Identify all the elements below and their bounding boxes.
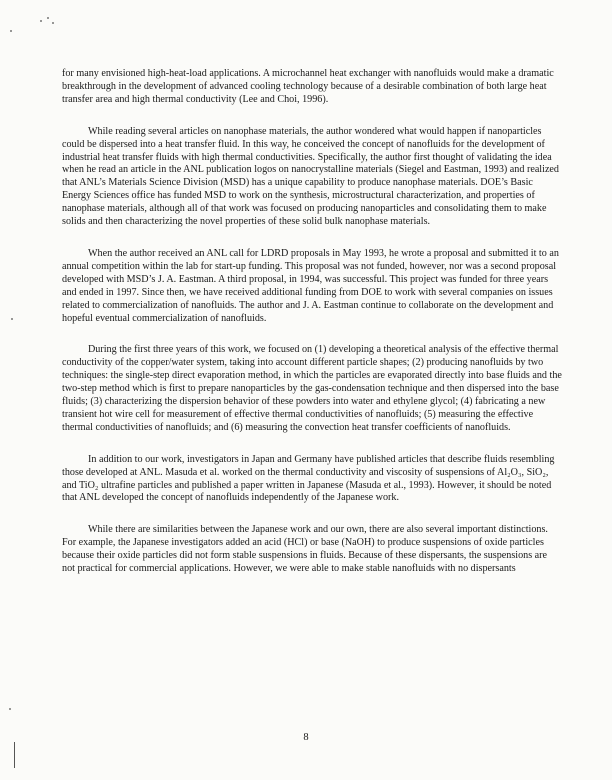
paragraph-3: When the author received an ANL call for LDRD proposals in May 1993, he wrote a proposal and submitted it to an annual competition within the lab for start-up funding. This proposal was not funded, however, nor was a second proposal developed with MSD’s J. A. Eastman. A third proposal, in 1994, was successful. This project was funded for three years and ended in 1997. Since then, we have received additional funding from DOE to work with several companies on issues related to commercialization of nanofluids. The author and J. A. Eastman continue to collaborate on the development and hopeful eventual commercialization of nanofluids. <box>62 247 559 324</box>
scan-speck <box>9 708 11 710</box>
scan-speck <box>11 318 13 320</box>
page-number: 8 <box>303 732 309 743</box>
paragraph-2: While reading several articles on nanophase materials, the author wondered what would happen if nanoparticles could be dispersed into a heat transfer fluid. In this way, he conceived the concept of nanofluids for the development of industrial heat transfer fluids with high thermal conductivities. Specifically, the author first thought of validating the idea when he read an article in the ANL publication logos on nanocrystalline materials (Siegel and Eastman, 1993) and realized that ANL’s Materials Science Division (MSD) has a unique capability to produce nanophase materials. DOE’s Basic Energy Sciences office has funded MSD to work on the synthesis, microstructural characterization, and properties of nanophase materials, although all of that work was focused on producing nanoparticles and consolidating them to make solids and then characterizing the novel properties of these solid bulk nanophase materials. <box>62 125 559 228</box>
scan-speck <box>40 20 42 22</box>
scan-speck <box>52 22 54 24</box>
paragraph-6: While there are similarities between the Japanese work and our own, there are also several important distinctions. For example, the Japanese investigators added an acid (HCl) or base (NaOH) to produce suspensions of oxide particles because their oxide particles did not form stable suspensions in fluids. Because of these dispersants, the suspensions are not practical for commercial applications. However, we were able to make stable nanofluids with no dispersants <box>62 524 548 575</box>
document-body <box>62 68 562 595</box>
paragraph-5: In addition to our work, investigators in Japan and Germany have published articles that describe fluids resembling those developed at ANL. Masuda et al. worked on the thermal conductivity and viscosity of suspensions of Al₂O₃, SiO₂, and TiO₂ ultrafine particles and published a paper written in Japanese (Masuda et al., 1993). However, it should be noted that ANL developed the concept of nanofluids independently of the Japanese work. <box>62 453 555 504</box>
scan-edge-line <box>14 742 15 768</box>
paragraph-1: for many envisioned high-heat-load applications. A microchannel heat exchanger with nanofluids would make a dramatic breakthrough in the development of advanced cooling technology because of a desirable combination of both large heat transfer area and high thermal conductivity (Lee and Choi, 1996). <box>62 68 554 105</box>
scan-speck <box>47 17 49 19</box>
scan-speck <box>10 30 12 32</box>
paragraph-4: During the first three years of this work, we focused on (1) developing a theoretical analysis of the effective thermal conductivity of the copper/water system, taking into account different particle shapes; (2) producing nanofluids by two techniques: the single-step direct evaporation method, in which the particles are evaporated directly into base fluids and the two-step method which is first to prepare nanoparticles by the gas-condensation technique and then dispersed into the base fluids; (3) characterizing the dispersion behavior of these powders into water and ethylene glycol; (4) fabricating a new transient hot wire cell for measurement of effective thermal conductivities of nanofluids; (5) measuring the effective thermal conductivities of nanofluids; and (6) measuring the convection heat transfer coefficients of nanofluids. <box>62 344 562 433</box>
